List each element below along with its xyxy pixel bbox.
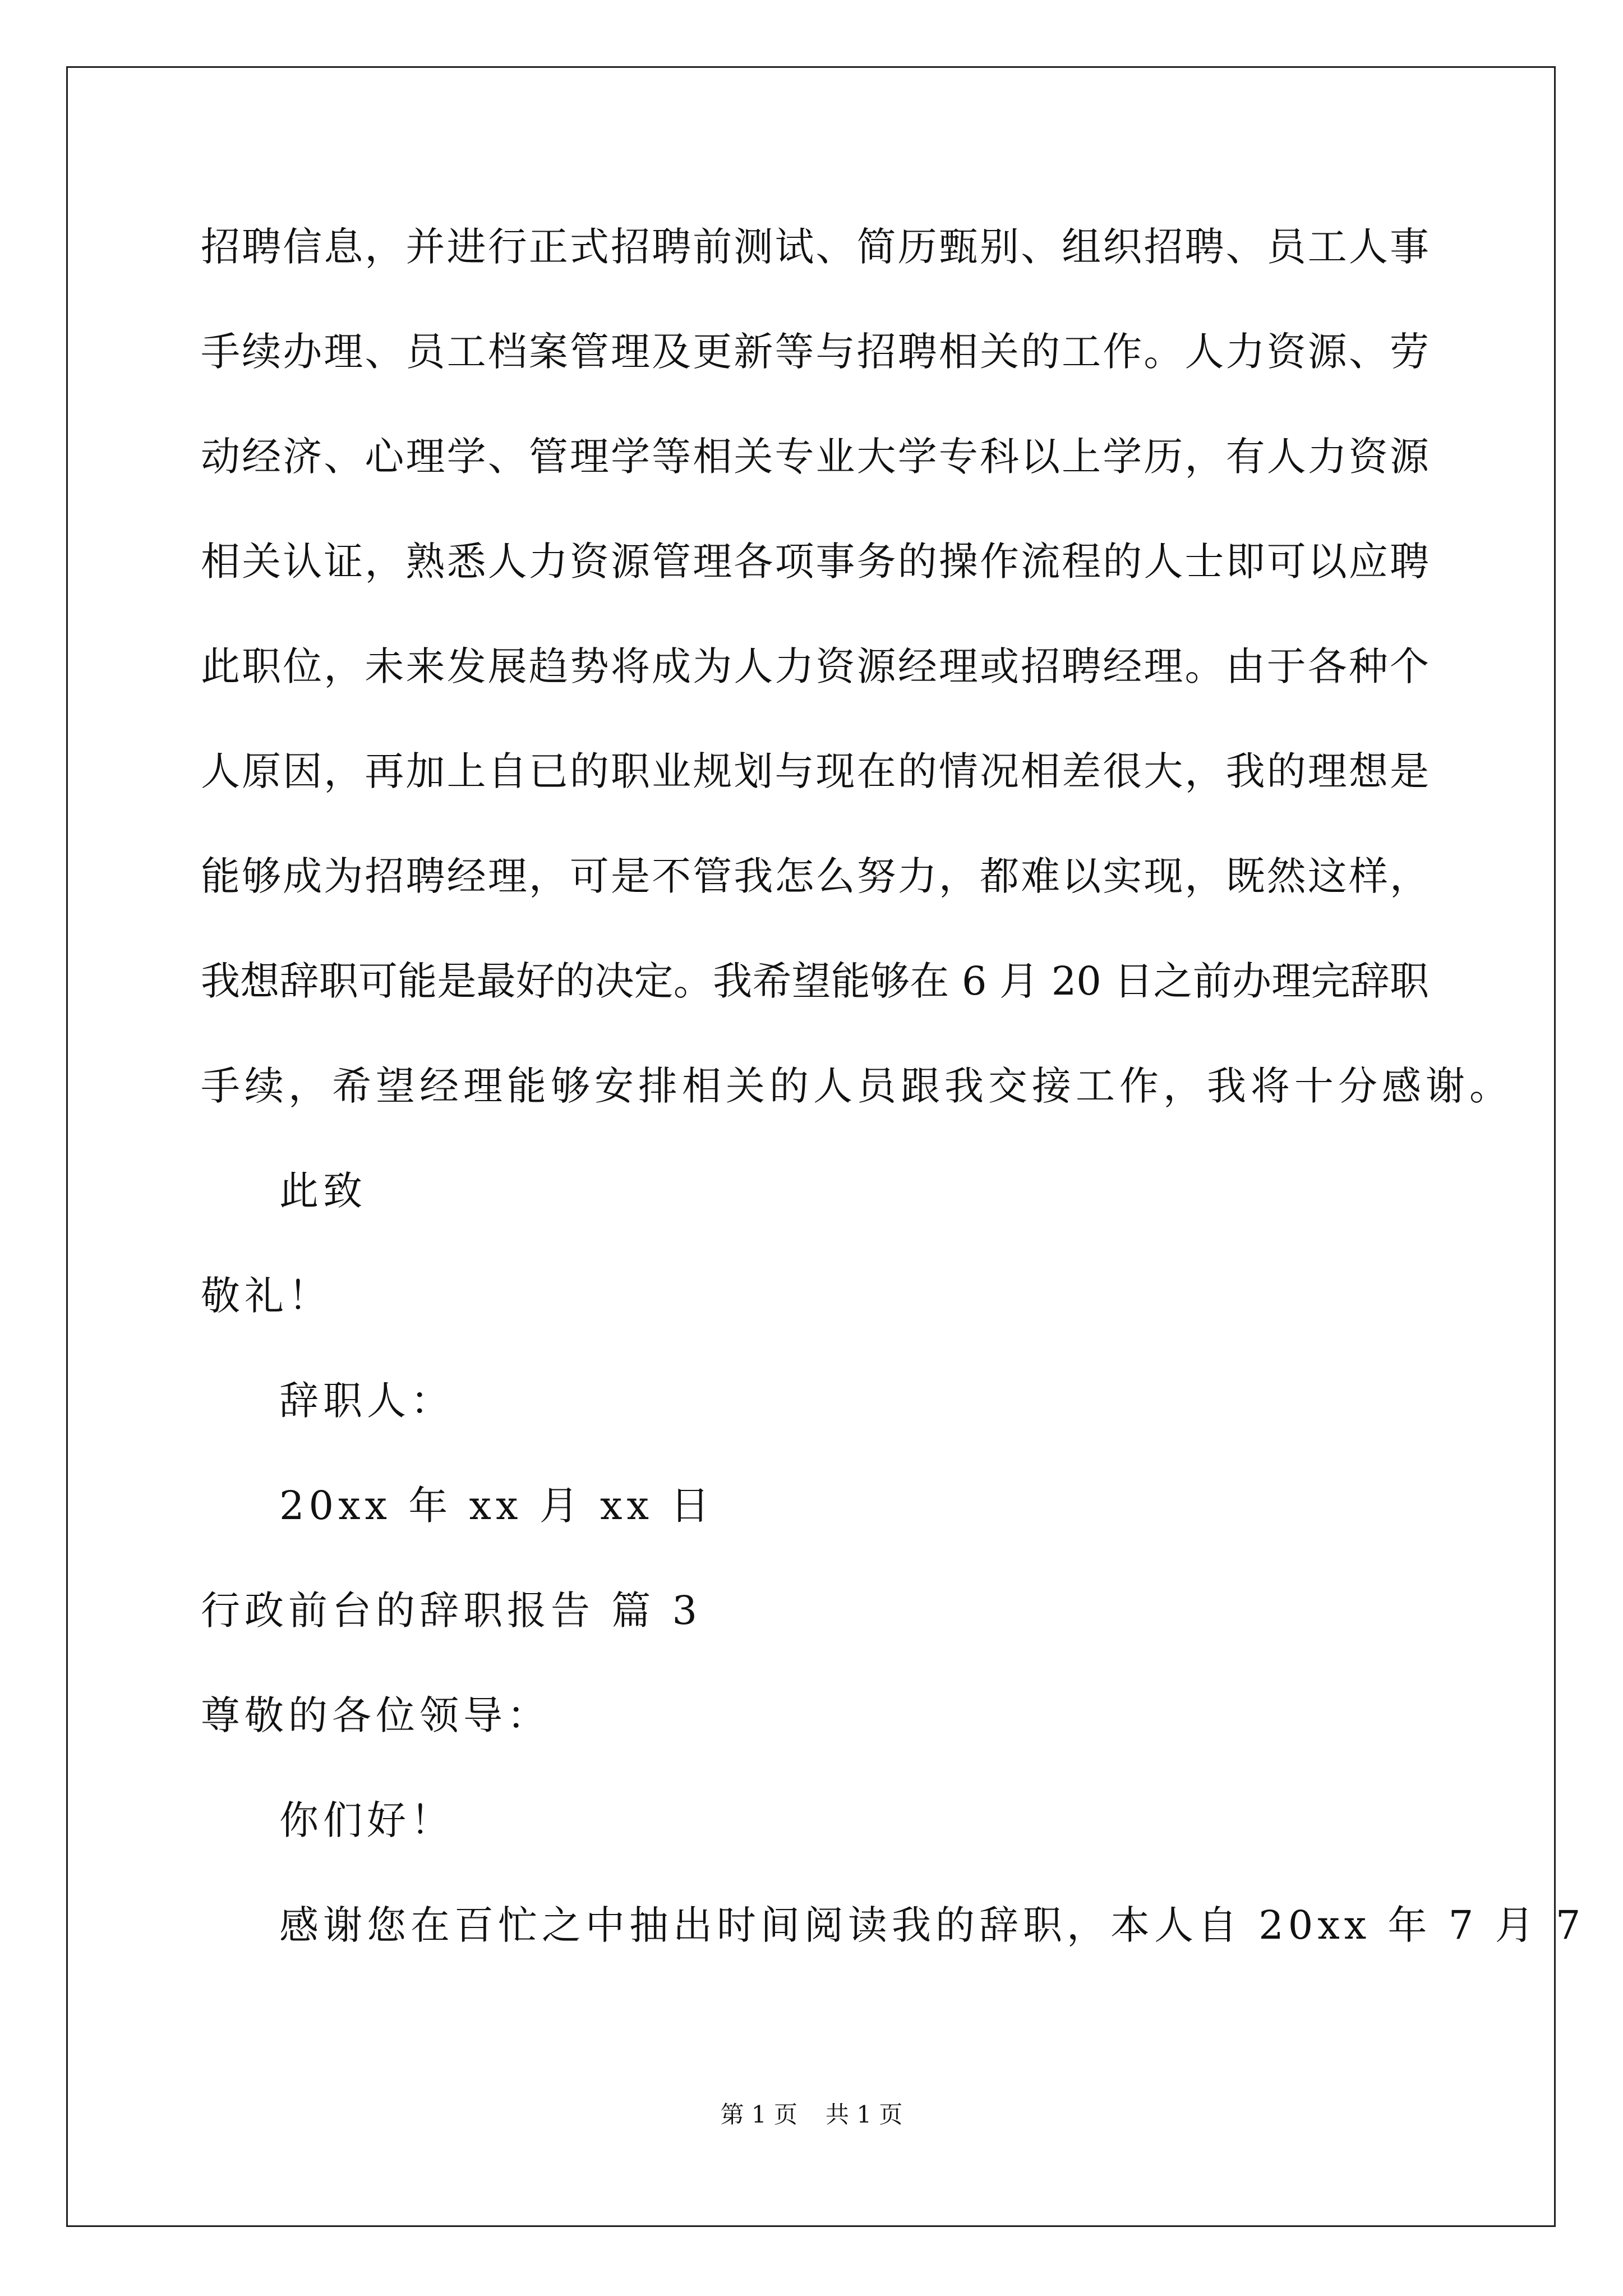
page-footer <box>0 2098 1623 2132</box>
page-total: 共 1 页 <box>826 2101 903 2128</box>
paragraph-line: 动经济、心理学、管理学等相关专业大学专科以上学历，有人力资源 <box>201 434 1429 480</box>
greeting-text: 尊敬的各位领导： <box>201 1692 551 1738</box>
paragraph-line: 人原因，再加上自已的职业规划与现在的情况相差很大，我的理想是 <box>201 748 1429 794</box>
closing-text: 此致 <box>279 1168 367 1214</box>
paragraph-line: 手续办理、员工档案管理及更新等与招聘相关的工作。人力资源、劳 <box>201 329 1429 375</box>
page-number: 第 1 页 <box>720 2101 797 2128</box>
paragraph-line: 能够成为招聘经理，可是不管我怎么努力，都难以实现，既然这样， <box>201 853 1429 899</box>
paragraph-line: 相关认证，熟悉人力资源管理各项事务的操作流程的人士即可以应聘 <box>201 539 1429 585</box>
hello-text: 你们好！ <box>279 1797 454 1843</box>
signature-label: 辞职人： <box>279 1378 454 1424</box>
paragraph-line: 感谢您在百忙之中抽出时间阅读我的辞职，本人自 20xx 年 7 月 7 <box>279 1902 1585 1948</box>
section-title: 行政前台的辞职报告 篇 3 <box>201 1588 702 1634</box>
paragraph-line: 我想辞职可能是最好的决定。我希望能够在 6 月 20 日之前办理完辞职 <box>201 958 1429 1004</box>
document-body <box>201 213 1585 1996</box>
paragraph-line: 手续，希望经理能够安排相关的人员跟我交接工作，我将十分感谢。 <box>201 1063 1513 1109</box>
salute-text: 敬礼！ <box>201 1273 332 1319</box>
date-text: 20xx 年 xx 月 xx 日 <box>279 1483 714 1529</box>
paragraph-line: 此职位，未来发展趋势将成为人力资源经理或招聘经理。由于各种个 <box>201 643 1429 689</box>
paragraph-line: 招聘信息，并进行正式招聘前测试、简历甄别、组织招聘、员工人事 <box>201 224 1429 270</box>
